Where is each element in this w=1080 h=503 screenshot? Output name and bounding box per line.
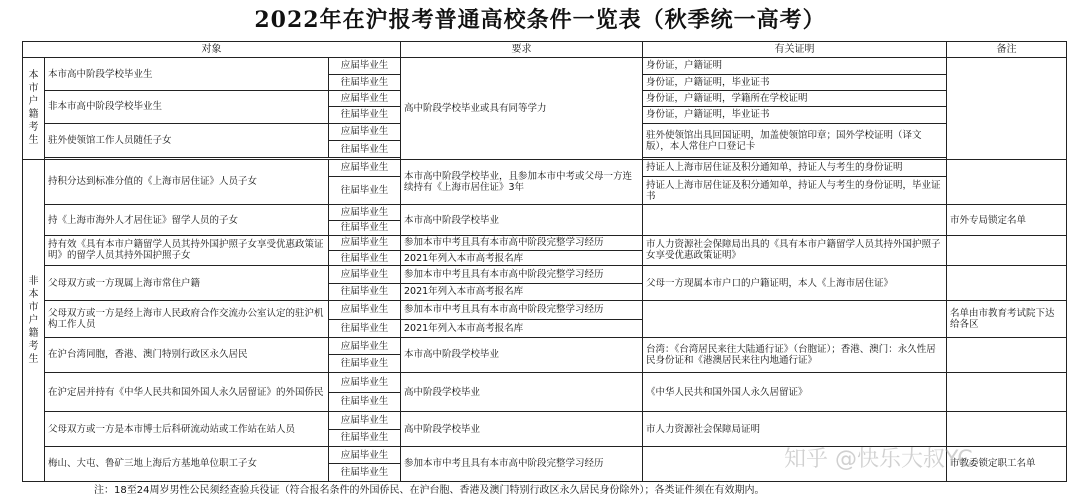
proof-cell: 父母一方现属本市户口的户籍证明，本人《上海市居住证》: [643, 266, 947, 301]
requirement-cell: 本市高中阶段学校毕业: [401, 205, 643, 235]
remark-cell: 市教委锁定职工名单: [947, 446, 1067, 481]
status-cell: 应届毕业生: [329, 58, 401, 74]
remark-cell: 名单由市教育考试院下达给各区: [947, 301, 1067, 338]
table-row: [23, 266, 1067, 283]
object-cell: 持《上海市海外人才居住证》留学人员的子女: [45, 205, 329, 235]
status-cell: 往届毕业生: [329, 107, 401, 123]
status-cell: 应届毕业生: [329, 235, 401, 250]
category-local: 本市户籍考生: [23, 58, 45, 159]
status-cell: 往届毕业生: [329, 319, 401, 338]
status-cell: 应届毕业生: [329, 159, 401, 176]
proof-cell: 持证人上海市居住证及积分通知单，持证人与考生的身份证明: [643, 159, 947, 176]
header-proof: 有关证明: [643, 42, 947, 58]
requirement-cell: 2021年列入本市高考报名库: [401, 250, 643, 265]
remark-cell: [947, 235, 1067, 265]
status-cell: 应届毕业生: [329, 301, 401, 320]
requirement-cell: 2021年列入本市高考报名库: [401, 319, 643, 338]
table-row: [23, 412, 1067, 429]
page-title: 2022年在沪报考普通高校条件一览表（秋季统一高考）: [254, 7, 826, 33]
header-requirement: 要求: [401, 42, 643, 58]
status-cell: 应届毕业生: [329, 372, 401, 392]
status-cell: 应届毕业生: [329, 266, 401, 283]
proof-cell: [643, 205, 947, 235]
remark-cell: 市外专局锁定名单: [947, 205, 1067, 235]
remark-cell: [947, 412, 1067, 447]
table-row: [23, 301, 1067, 320]
status-cell: 应届毕业生: [329, 446, 401, 463]
status-cell: 往届毕业生: [329, 74, 401, 90]
requirement-cell: 本市高中阶段学校毕业，且参加本市中考或父母一方连续持有《上海市居住证》3年: [401, 159, 643, 205]
table-row: [23, 58, 1067, 74]
proof-cell: 驻外使领馆出具回国证明，加盖使领馆印章；国外学校证明（译文版），本人常住户口登记卡: [643, 123, 947, 158]
requirement-cell: 参加本市中考且具有本市高中阶段完整学习经历: [401, 235, 643, 250]
footnote: 注：18至24周岁男性公民须经查验兵役证（符合报名条件的外国侨民、在沪台胞、香港及澳门特别行政区永久居民身份除外）；各类证件须在有效期内。: [94, 485, 765, 496]
proof-cell: [643, 301, 947, 338]
proof-cell: 《中华人民共和国外国人永久居留证》: [643, 372, 947, 411]
status-cell: 应届毕业生: [329, 90, 401, 106]
status-cell: 往届毕业生: [329, 250, 401, 265]
object-cell: 持积分达到标准分值的《上海市居住证》人员子女: [45, 159, 329, 205]
object-cell: 梅山、大屯、鲁矿三地上海后方基地单位职工子女: [45, 446, 329, 481]
object-cell: 非本市高中阶段学校毕业生: [45, 90, 329, 123]
proof-cell: 身份证，户籍证明，毕业证书: [643, 107, 947, 123]
table-row: [23, 159, 1067, 176]
object-cell: 在沪台湾同胞，香港、澳门特别行政区永久居民: [45, 338, 329, 373]
status-cell: 往届毕业生: [329, 392, 401, 412]
status-cell: 应届毕业生: [329, 338, 401, 355]
object-cell: 持有效《具有本市户籍留学人员其持外国护照子女享受优惠政策证明》的留学人员其持外国护照子女: [45, 235, 329, 265]
table-row: [23, 235, 1067, 250]
proof-cell: 市人力资源社会保障局出具的《具有本市户籍留学人员其持外国护照子女享受优惠政策证明》: [643, 235, 947, 265]
proof-cell: 身份证，户籍证明: [643, 58, 947, 74]
proof-cell: 持证人上海市居住证及积分通知单，持证人与考生的身份证明，毕业证书: [643, 176, 947, 204]
requirement-cell: 高中阶段学校毕业: [401, 372, 643, 411]
table-row: [23, 205, 1067, 220]
requirement-cell: 参加本市中考且具有本市高中阶段完整学习经历: [401, 446, 643, 481]
object-cell: 父母双方或一方现属上海市常住户籍: [45, 266, 329, 301]
table-row: [23, 446, 1067, 463]
requirement-cell: 参加本市中考且具有本市高中阶段完整学习经历: [401, 301, 643, 320]
table-row: [23, 338, 1067, 355]
object-cell: 父母双方或一方是经上海市人民政府合作交流办公室认定的驻沪机构工作人员: [45, 301, 329, 338]
header-remark: 备注: [947, 42, 1067, 58]
proof-cell: 台湾：《台湾居民来往大陆通行证》（台胞证）；香港、澳门：永久性居民身份证和《港澳居民来往内地通行证》: [643, 338, 947, 373]
remark-cell: [947, 338, 1067, 373]
header-object: 对象: [23, 42, 401, 58]
requirement-cell: 本市高中阶段学校毕业: [401, 338, 643, 373]
eligibility-table: [22, 41, 1067, 482]
status-cell: 往届毕业生: [329, 464, 401, 482]
status-cell: 应届毕业生: [329, 205, 401, 220]
proof-cell: [643, 446, 947, 481]
remark-cell: [947, 372, 1067, 411]
status-cell: 应届毕业生: [329, 412, 401, 429]
status-cell: 往届毕业生: [329, 220, 401, 235]
status-cell: 往届毕业生: [329, 176, 401, 204]
proof-cell: 身份证，户籍证明，学籍所在学校证明: [643, 90, 947, 106]
header-row: [23, 42, 1067, 58]
status-cell: 往届毕业生: [329, 355, 401, 372]
status-cell: 往届毕业生: [329, 429, 401, 446]
status-cell: 应届毕业生: [329, 123, 401, 140]
remark-cell: [947, 58, 1067, 159]
status-cell: 往届毕业生: [329, 141, 401, 158]
status-cell: 往届毕业生: [329, 283, 401, 300]
requirement-cell: 高中阶段学校毕业或具有同等学力: [401, 58, 643, 159]
requirement-cell: 2021年列入本市高考报名库: [401, 283, 643, 300]
object-cell: 在沪定居并持有《中华人民共和国外国人永久居留证》的外国侨民: [45, 372, 329, 411]
proof-cell: 市人力资源社会保障局证明: [643, 412, 947, 447]
requirement-cell: 高中阶段学校毕业: [401, 412, 643, 447]
object-cell: 父母双方或一方是本市博士后科研流动站或工作站在站人员: [45, 412, 329, 447]
object-cell: 驻外使领馆工作人员随任子女: [45, 123, 329, 158]
table-row: [23, 372, 1067, 392]
category-nonlocal: 非本市户籍考生: [23, 159, 45, 481]
remark-cell: [947, 159, 1067, 205]
object-cell: 本市高中阶段学校毕业生: [45, 58, 329, 91]
requirement-cell: 参加本市中考且具有本市高中阶段完整学习经历: [401, 266, 643, 283]
remark-cell: [947, 266, 1067, 301]
proof-cell: 身份证，户籍证明，毕业证书: [643, 74, 947, 90]
watermark: 知乎 @快乐大叔YC: [784, 447, 973, 472]
